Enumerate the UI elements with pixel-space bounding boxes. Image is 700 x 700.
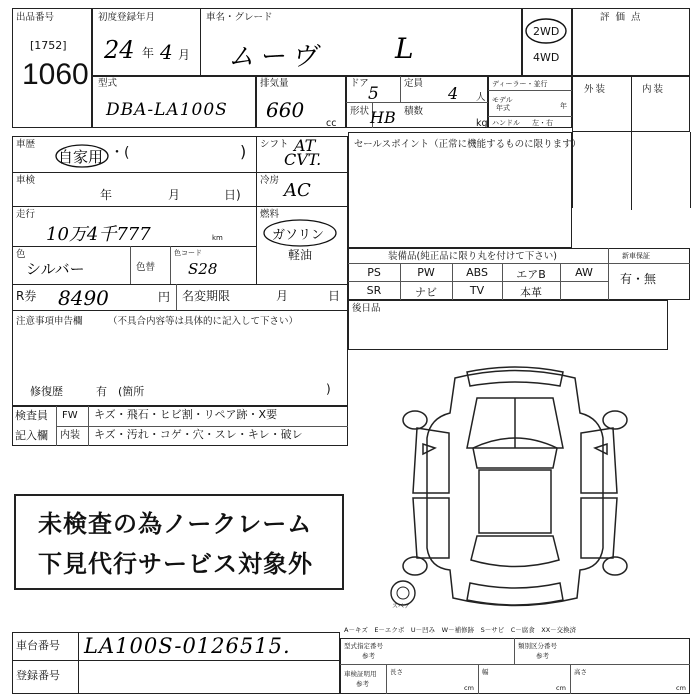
history-rest: ・( <box>110 145 130 161</box>
fuel-circle-mark <box>262 218 338 250</box>
height-unit: cm <box>676 684 686 692</box>
lot-label: 出品番号 <box>16 12 55 23</box>
rating-label: 評価点 <box>600 12 647 23</box>
spare-label: スペア <box>392 603 411 610</box>
capacity-unit: 人 <box>476 92 486 103</box>
car-damage-diagram <box>395 358 635 618</box>
sales-point-label: セールスポイント（正常に機能するものに限ります） <box>354 139 582 150</box>
recycle-unit: 円 <box>158 290 171 304</box>
interior-label: 内装 <box>642 84 666 95</box>
load-label: 積数 <box>404 106 424 117</box>
color-tone-label: 色替 <box>136 262 156 273</box>
notes-label: 注意事項申告欄 <box>16 316 83 327</box>
equip-airbag: エアB <box>516 268 546 281</box>
history-label: 車歴 <box>16 139 36 150</box>
color-value: シルバー <box>26 260 85 278</box>
registration-label: 登録番号 <box>16 669 60 682</box>
first-reg-year-unit: 年 <box>142 46 155 60</box>
equip-navi: ナビ <box>415 286 437 299</box>
cooler-value: AC <box>284 180 311 201</box>
inspector-inner-text: キズ・汚れ・コゲ・穴・スレ・キレ・破レ <box>94 428 303 441</box>
inspector-inner: 内装 <box>60 430 80 441</box>
type-label: 型式 <box>98 78 118 89</box>
shift-value-2: CVT. <box>284 150 322 169</box>
equip-abs: ABS <box>466 266 488 279</box>
drive-4wd: 4WD <box>533 51 560 64</box>
first-reg-label: 初度登録年月 <box>98 12 156 23</box>
equip-tv: TV <box>469 284 485 297</box>
fuel-value: ガソリン <box>272 228 325 243</box>
class-no-label-2: 参考 <box>536 652 549 660</box>
lot-number: 1060 <box>22 58 89 91</box>
banner-line-2: 下見代行サービス対象外 <box>38 550 313 578</box>
history-value: 自家用 <box>58 148 104 166</box>
warranty-value: 有・無 <box>620 272 657 286</box>
name-change-day: 日 <box>328 289 341 303</box>
equip-sr: SR <box>366 284 382 297</box>
spec-box <box>340 638 690 694</box>
auction-sheet: 出品番号 [1752] 1060 初度登録年月 24 年 4 月 車名・グレード ムーヴ L 2WD 4WD 評価点 型式 DBA-LA100S 排気量 660 cc ドア 5 定員 4 人 形状 HB 積数 kg ディーラー・並行 モデル 年式 年 ハンドル 左・右 外装 内装 車歴 自家用 ・( ) シフト AT CVT. 車検 年 月 日) 冷房 AC 走行 10万4千777 km 燃料 ガソリン 軽油 色 シルバー 色替 色コード S28 R券 8490 円 名変期限 月 日 注意事項申告欄 （不具合内容等は具体的に記入して下さい） 修復歴 有 (箇所 ) 検査員 記入欄 FW キズ・飛石・ヒビ割・リペア跡・X要 内装 キズ・汚れ・コゲ・穴・スレ・キレ・破レ セールスポイント（正常に機能するものに限ります） 装備品(純正品に限り丸を付けて下さい) PS PW ABS エアB AW SR ナビ TV 本革 新車保証 有・無 後日品 スペア 未検査の為ノークレーム 下見代行サービス対象外 A－キズ E－エクボ U－凹み W－補修跡 S－サビ C－腐食 XX－交換済 車台番号 LA100S-0126515. 登録番号 型式指定番号 参考 類別区分番号 参考 車検証明用 参考 長さ cm 幅 cm 高さ cm <box>0 0 700 700</box>
model-grade: L <box>395 32 414 65</box>
warranty-label: 新車保証 <box>622 252 650 260</box>
inspect-cert-label-2: 参考 <box>356 680 369 688</box>
repair-label: 修復歴 <box>30 385 63 398</box>
equip-leather: 本革 <box>520 286 542 299</box>
inspect-cert-label-1: 車検証明用 <box>344 670 377 678</box>
shift-value-1: AT <box>294 136 316 155</box>
damage-legend: A－キズ E－エクボ U－凹み W－補修跡 S－サビ C－腐食 XX－交換済 <box>344 626 577 634</box>
fuel-label: 燃料 <box>260 209 280 220</box>
inspector-fw-text: キズ・飛石・ヒビ割・リペア跡・X要 <box>94 408 278 421</box>
name-change-month: 月 <box>276 289 289 303</box>
notes-hint: （不具合内容等は具体的に記入して下さい） <box>108 316 299 327</box>
banner-line-1: 未検査の為ノークレーム <box>38 510 313 538</box>
inspection-year: 年 <box>100 188 113 202</box>
capacity-value: 4 <box>448 84 459 103</box>
after-box <box>348 300 668 350</box>
mileage-label: 走行 <box>16 209 36 220</box>
door-label: ドア <box>350 78 369 89</box>
fuel-alt: 軽油 <box>288 248 313 262</box>
color-code-label: 色コード <box>174 249 202 257</box>
repair-place: (箇所 <box>118 385 145 398</box>
width-unit: cm <box>556 684 566 692</box>
inspector-fw: FW <box>62 410 78 421</box>
displacement-unit: cc <box>326 118 337 129</box>
exterior-label: 外装 <box>584 84 608 95</box>
chassis-value: LA100S-0126515. <box>84 634 291 658</box>
chassis-label: 車台番号 <box>16 639 60 652</box>
first-reg-month-unit: 月 <box>178 48 191 62</box>
inspection-label: 車検 <box>16 175 36 186</box>
door-value: 5 <box>368 84 379 104</box>
type-spec-label-2: 参考 <box>362 652 375 660</box>
after-label: 後日品 <box>352 303 381 314</box>
shift-label: シフト <box>260 139 289 150</box>
type-value: DBA-LA100S <box>106 100 228 120</box>
length-unit: cm <box>464 684 474 692</box>
shape-value: HB <box>370 108 396 127</box>
model-year-mark: 年 <box>560 102 567 110</box>
width-label: 幅 <box>482 668 489 676</box>
equip-pw: PW <box>417 266 435 279</box>
name-change-label: 名変期限 <box>182 289 231 303</box>
recycle-value: 8490 <box>58 286 109 310</box>
first-reg-month: 4 <box>160 40 173 64</box>
first-reg-year: 24 <box>104 36 135 64</box>
color-label: 色 <box>16 249 26 260</box>
type-spec-label-1: 型式指定番号 <box>344 642 383 650</box>
inspection-month: 月 <box>168 188 181 202</box>
height-label: 高さ <box>574 668 587 676</box>
displacement-label: 排気量 <box>260 78 289 89</box>
mileage-unit: km <box>212 234 223 242</box>
inspection-day: 日) <box>224 188 241 202</box>
length-label: 長さ <box>390 668 403 676</box>
drive-2wd: 2WD <box>533 25 560 38</box>
equip-ps: PS <box>367 266 381 279</box>
model-year-label-1: モデル <box>492 96 513 104</box>
lot-code: [1752] <box>30 39 67 52</box>
history-circle-mark <box>54 142 112 170</box>
capacity-label: 定員 <box>404 78 424 89</box>
model-year-label-2: 年式 <box>496 104 510 112</box>
model-name: ムーヴ <box>228 42 323 72</box>
class-no-label-1: 類別区分番号 <box>518 642 557 650</box>
displacement-value: 660 <box>266 98 305 122</box>
load-unit: kg <box>476 118 488 129</box>
inspector-label-1: 検査員 <box>15 409 48 422</box>
model-label: 車名・グレード <box>206 12 273 23</box>
inspector-label-2: 記入欄 <box>15 429 48 442</box>
handle-options: 左・右 <box>532 119 553 127</box>
cooler-label: 冷房 <box>260 175 280 186</box>
repair-value: 有 <box>96 385 107 398</box>
shape-label: 形状 <box>350 106 370 117</box>
equipment-label: 装備品(純正品に限り丸を付けて下さい) <box>388 251 557 262</box>
handle-label: ハンドル <box>492 119 520 127</box>
color-code: S28 <box>188 260 218 278</box>
equip-aw: AW <box>575 266 593 279</box>
recycle-label: R券 <box>16 289 37 303</box>
mileage-value: 10万4千777 <box>46 224 151 245</box>
dealer-label: ディーラー・並行 <box>492 80 548 88</box>
